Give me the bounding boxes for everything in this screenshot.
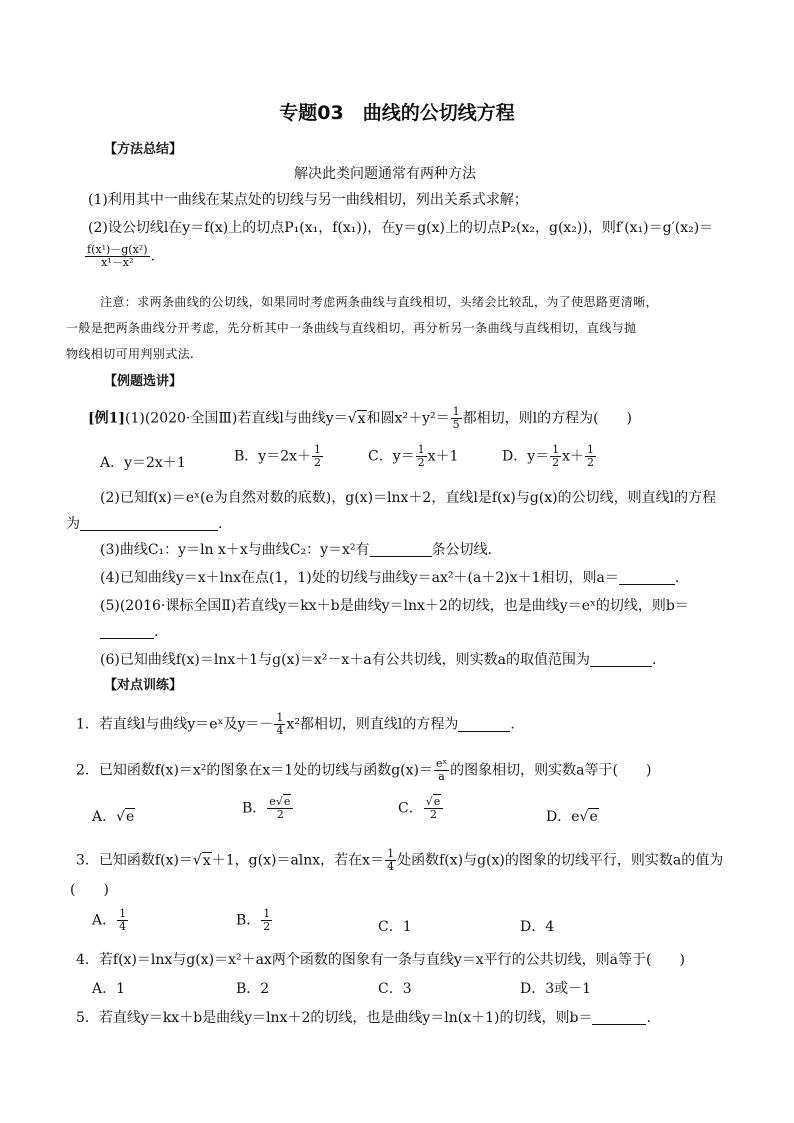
answer-blank[interactable]	[100, 624, 154, 639]
training-question-3: 3．已知函数f(x)＝√x＋1，g(x)＝alnx，若在x＝ $\frac{1}{4}$ 处函数f(x)与g(x)的图象的切线平行，则实数a的值为	[76, 847, 724, 873]
training-4-option-b: B．2	[236, 981, 270, 997]
training-question-4: 4．若f(x)＝lnx与g(x)＝x²＋ax两个函数的图象有一条与直线y＝x平行的公共切线，则a等于( )	[76, 952, 685, 968]
training-4-option-d: D．3或－1	[520, 981, 592, 997]
example-question-6: (6)已知曲线f(x)＝lnx＋1与g(x)＝x²－x＋a有公共切线，则实数a的取值范围为 .	[100, 652, 657, 668]
method-item-2-fraction: $\frac{\text{f(x¹)－g(x²)}}{\text{x¹－x²}}$ .	[87, 243, 155, 269]
training-question-3-paren: ( )	[70, 882, 109, 898]
method-item-2: (2)设公切线l在y＝f(x)上的切点P₁(x₁，f(x₁))，在y＝g(x)上的切点P₂(x₂，g(x₂))，则f′(x₁)＝g′(x₂)＝	[88, 220, 714, 236]
answer-blank[interactable]	[80, 516, 218, 531]
example-question-2: (2)已知f(x)＝eˣ(e为自然对数的底数)，g(x)＝lnx＋2，直线l是f(x)与g(x)的公切线，则直线l的方程	[100, 490, 717, 506]
examples-heading: 【例题选讲】	[104, 374, 183, 389]
training-question-2: 2．已知函数f(x)＝x²的图象在x＝1处的切线与函数g(x)＝ $\frac{\text{eˣ}}{a}$ 的图象相切，则实数a等于( )	[76, 757, 652, 783]
example-1-option-a: A．y＝2x＋1	[100, 455, 186, 471]
training-3-option-d: D．4	[520, 919, 555, 935]
training-3-option-c: C．1	[378, 919, 412, 935]
answer-blank[interactable]	[592, 1010, 646, 1025]
method-note-line-3: 物线相切可用判别式法.	[66, 347, 195, 361]
training-2-option-d: D．e√e	[546, 809, 598, 825]
example-question-4: (4)已知曲线y＝x＋lnx在点(1，1)处的切线与曲线y＝ax²＋(a＋2)x＋1相切，则a＝ .	[100, 570, 680, 586]
example-1-option-b: B．y＝2x＋ $\frac{1}{2}$	[234, 443, 321, 469]
method-note-line-2: 一般是把两条曲线分开考虑，先分析其中一条曲线与直线相切，再分析另一条曲线与直线相切，直线与抛	[66, 321, 637, 335]
answer-blank[interactable]	[370, 542, 432, 557]
training-2-option-a: A．√e	[92, 809, 135, 825]
method-subtitle: 解决此类问题通常有两种方法	[294, 166, 476, 182]
training-3-option-a: A． $\frac{1}{4}$	[92, 907, 127, 933]
training-2-option-b: B． $\frac{e√e}{2}$	[242, 796, 294, 821]
example-question-5: (5)(2016·课标全国Ⅱ)若直线y＝kx＋b是曲线y＝lnx＋2的切线，也是曲线y＝eˣ的切线，则b＝	[100, 598, 689, 614]
example-question-5-cont: .	[100, 622, 158, 642]
training-2-option-c: C． $\frac{√e}{2}$	[398, 796, 444, 821]
training-heading: 【对点训练】	[104, 678, 183, 693]
answer-blank[interactable]	[458, 717, 510, 732]
training-3-option-b: B． $\frac{1}{2}$	[236, 907, 271, 933]
method-heading: 【方法总结】	[104, 142, 183, 157]
method-note-line-1: 注意：求两条曲线的公切线，如果同时考虑两条曲线与直线相切，头绪会比较乱，为了使思路更清晰，	[100, 295, 659, 309]
example-question-3: (3)曲线C₁：y＝ln x＋x与曲线C₂：y＝x²有 条公切线.	[100, 542, 492, 558]
page-title: 专题03 曲线的公切线方程	[279, 102, 515, 124]
example-1-option-c: C．y＝ $\frac{1}{2}$ x＋1	[368, 443, 459, 469]
training-question-5: 5．若直线y＝kx＋b是曲线y＝lnx＋2的切线，也是曲线y＝ln(x＋1)的切线，则b＝ .	[76, 1010, 651, 1026]
answer-blank[interactable]	[619, 570, 675, 585]
example-1-question-1: [例1](1)(2020·全国Ⅲ)若直线l与曲线y＝√x和圆x²＋y²＝ $\frac{1}{5}$ 都相切，则l的方程为( )	[88, 405, 632, 431]
answer-blank[interactable]	[590, 652, 652, 667]
training-4-option-c: C．3	[378, 981, 412, 997]
example-1-option-d: D．y＝ $\frac{1}{2}$ x＋ $\frac{1}{2}$	[502, 443, 595, 469]
training-4-option-a: A．1	[92, 981, 126, 997]
example-question-2-cont: 为 .	[66, 516, 223, 532]
method-item-1: (1)利用其中一曲线在某点处的切线与另一曲线相切，列出关系式求解；	[88, 192, 528, 208]
training-question-1: 1．若直线l与曲线y＝eˣ及y＝－ $\frac{1}{4}$ x²都相切，则直线l的方程为 .	[76, 711, 515, 737]
